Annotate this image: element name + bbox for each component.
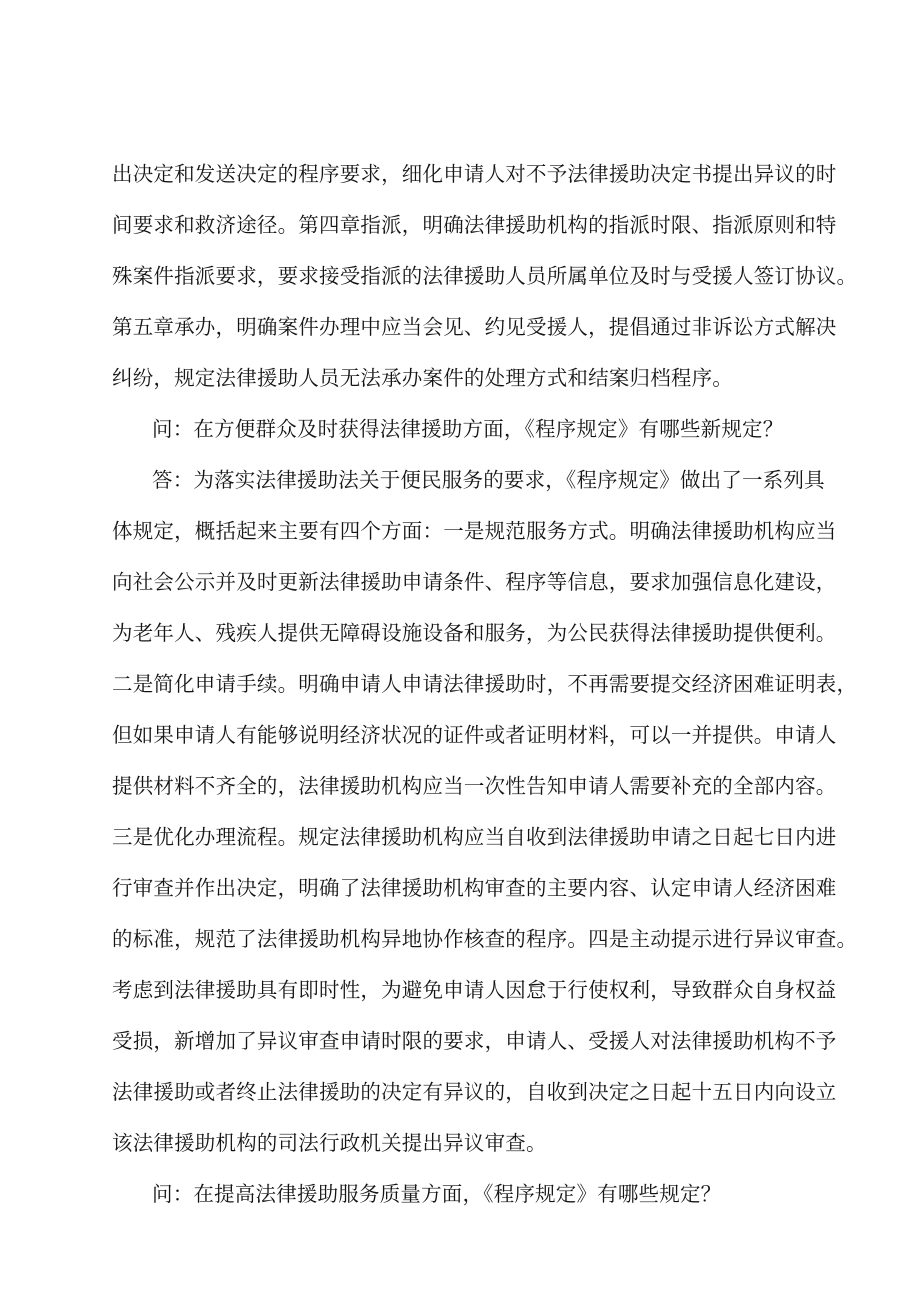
text-line: 的标准，规范了法律援助机构异地协作核查的程序。四是主动提示进行异议审查。 — [112, 927, 858, 951]
question-line: 问：在提高法律援助服务质量方面，《程序规定》有哪些规定？ — [152, 1182, 722, 1206]
text-line: 考虑到法律援助具有即时性，为避免申请人因怠于行使权利，导致群众自身权益 — [112, 978, 837, 1002]
text-line: 法律援助或者终止法律援助的决定有异议的，自收到决定之日起十五日内向设立 — [112, 1080, 837, 1104]
text-line: 体规定，概括起来主要有四个方面：一是规范服务方式。明确法律援助机构应当 — [112, 519, 837, 543]
question-line: 问：在方便群众及时获得法律援助方面，《程序规定》有哪些新规定？ — [152, 417, 784, 441]
text-line: 为老年人、残疾人提供无障碍设施设备和服务，为公民获得法律援助提供便利。 — [112, 621, 837, 645]
text-line: 三是优化办理流程。规定法律援助机构应当自收到法律援助申请之日起七日内进 — [112, 825, 837, 849]
text-line: 提供材料不齐全的，法律援助机构应当一次性告知申请人需要补充的全部内容。 — [112, 774, 837, 798]
text-line: 殊案件指派要求，要求接受指派的法律援助人员所属单位及时与受援人签订协议。 — [112, 264, 858, 288]
text-line: 受损，新增加了异议审查申请时限的要求，申请人、受援人对法律援助机构不予 — [112, 1029, 837, 1053]
text-line: 行审查并作出决定，明确了法律援助机构审查的主要内容、认定申请人经济困难 — [112, 876, 837, 900]
text-line: 第五章承办，明确案件办理中应当会见、约见受援人，提倡通过非诉讼方式解决 — [112, 315, 837, 339]
answer-line: 答：为落实法律援助法关于便民服务的要求，《程序规定》做出了一系列具 — [152, 468, 825, 492]
text-line: 该法律援助机构的司法行政机关提出异议审查。 — [112, 1131, 547, 1155]
text-line: 但如果申请人有能够说明经济状况的证件或者证明材料，可以一并提供。申请人 — [112, 723, 837, 747]
text-line: 纠纷，规定法律援助人员无法承办案件的处理方式和结案归档程序。 — [112, 366, 733, 390]
text-line: 间要求和救济途径。第四章指派，明确法律援助机构的指派时限、指派原则和特 — [112, 213, 837, 237]
text-line: 出决定和发送决定的程序要求，细化申请人对不予法律援助决定书提出异议的时 — [112, 162, 837, 186]
text-line: 向社会公示并及时更新法律援助申请条件、程序等信息，要求加强信息化建设， — [112, 570, 837, 594]
text-line: 二是简化申请手续。明确申请人申请法律援助时，不再需要提交经济困难证明表， — [112, 672, 858, 696]
